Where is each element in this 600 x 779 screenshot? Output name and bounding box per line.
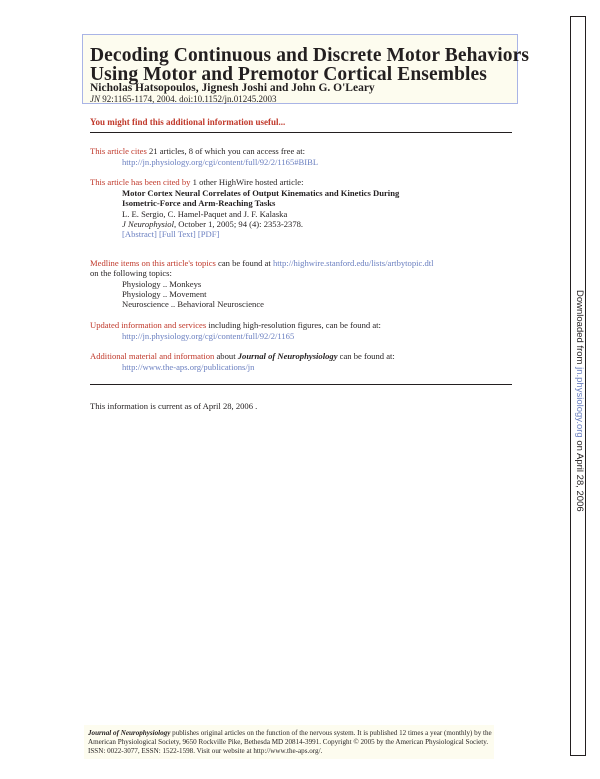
intro-heading: You might find this additional information useful... [90, 117, 286, 127]
cites-line [90, 146, 305, 157]
article-citation [90, 94, 277, 104]
updated-label[interactable]: Updated information and services [90, 320, 207, 330]
additional-label[interactable]: Additional material and information [90, 351, 215, 361]
download-stamp-link[interactable]: jn.physiology.org [574, 367, 585, 438]
pdf-link[interactable]: [PDF] [197, 229, 220, 239]
cites-url[interactable]: http://jn.physiology.org/cgi/content/full/92/2/1165#BIBL [122, 157, 319, 167]
article-authors: Nicholas Hatsopoulos, Jignesh Joshi and John G. O'Leary [90, 82, 375, 94]
cited-by-label[interactable]: This article has been cited by [90, 177, 191, 187]
abstract-link[interactable]: [Abstract] [122, 229, 157, 239]
additional-text-post: can be found at: [337, 351, 395, 361]
cited-by-text: 1 other HighWire hosted article: [190, 177, 304, 187]
footer-text [88, 729, 492, 757]
current-as-of-note: This information is current as of April 28, 2006 . [90, 401, 258, 411]
footer-journal: Journal of Neurophysiology [88, 729, 171, 737]
topic-item: Neuroscience .. Behavioral Neuroscience [122, 299, 264, 309]
medline-topics-intro: on the following topics: [90, 268, 172, 278]
citing-article-links [122, 229, 219, 240]
divider-bottom [90, 384, 512, 385]
download-stamp-text [574, 290, 585, 512]
citing-article-title-line2: Isometric-Force and Arm-Reaching Tasks [122, 198, 276, 208]
additional-url[interactable]: http://www.the-aps.org/publications/jn [122, 362, 255, 372]
medline-url[interactable]: http://highwire.stanford.edu/lists/artbytopic.dtl [272, 258, 434, 268]
download-stamp-suffix: on April 28, 2006 [574, 437, 585, 512]
updated-line [90, 320, 381, 331]
additional-line [90, 351, 395, 362]
medline-text: can be found at [215, 258, 273, 268]
article-title-line1: Decoding Continuous and Discrete Motor Behaviors [90, 45, 530, 66]
additional-journal: Journal of Neurophysiology [237, 351, 338, 361]
full-text-link[interactable]: [Full Text] [159, 229, 196, 239]
download-stamp-prefix: Downloaded from [574, 290, 585, 368]
cites-label[interactable]: This article cites [90, 146, 147, 156]
cites-text: 21 articles, 8 of which you can access free at: [146, 146, 305, 156]
footer-body: publishes original articles on the function of the nervous system. It is published 12 times a year (monthly) by the American Physiological Society, 9650 Rockville Pike, Bethesda MD 20814-3991. Copyright © 2005 by the American Physiological Society. ISSN: 0022-3077, ESSN: 1522-1598. Visit our website at http://www.the-aps.org/. [88, 729, 492, 756]
additional-text-pre: about [214, 351, 238, 361]
citing-article-authors: L. E. Sergio, C. Hamel-Paquet and J. F. Kalaska [122, 209, 288, 219]
updated-text: including high-resolution figures, can be found at: [206, 320, 381, 330]
citing-article-title-line1: Motor Cortex Neural Correlates of Output Kinematics and Kinetics During [122, 188, 400, 198]
topic-item: Physiology .. Movement [122, 289, 207, 299]
cited-by-line [90, 177, 303, 188]
updated-url[interactable]: http://jn.physiology.org/cgi/content/full/92/2/1165 [122, 331, 295, 341]
divider-top [90, 132, 512, 133]
topic-item: Physiology .. Monkeys [122, 279, 202, 289]
medline-label[interactable]: Medline items on this article's topics [90, 258, 216, 268]
citing-article-journal: J Neurophysiol [122, 219, 174, 229]
article-title-line2: Using Motor and Premotor Cortical Ensembles [90, 64, 487, 85]
citation-journal: JN [90, 94, 100, 104]
citing-article-volume: , October 1, 2005; 94 (4): 2353-2378. [173, 219, 304, 229]
citation-details: 92:1165-1174, 2004. doi:10.1152/jn.01245.2003 [100, 94, 277, 104]
